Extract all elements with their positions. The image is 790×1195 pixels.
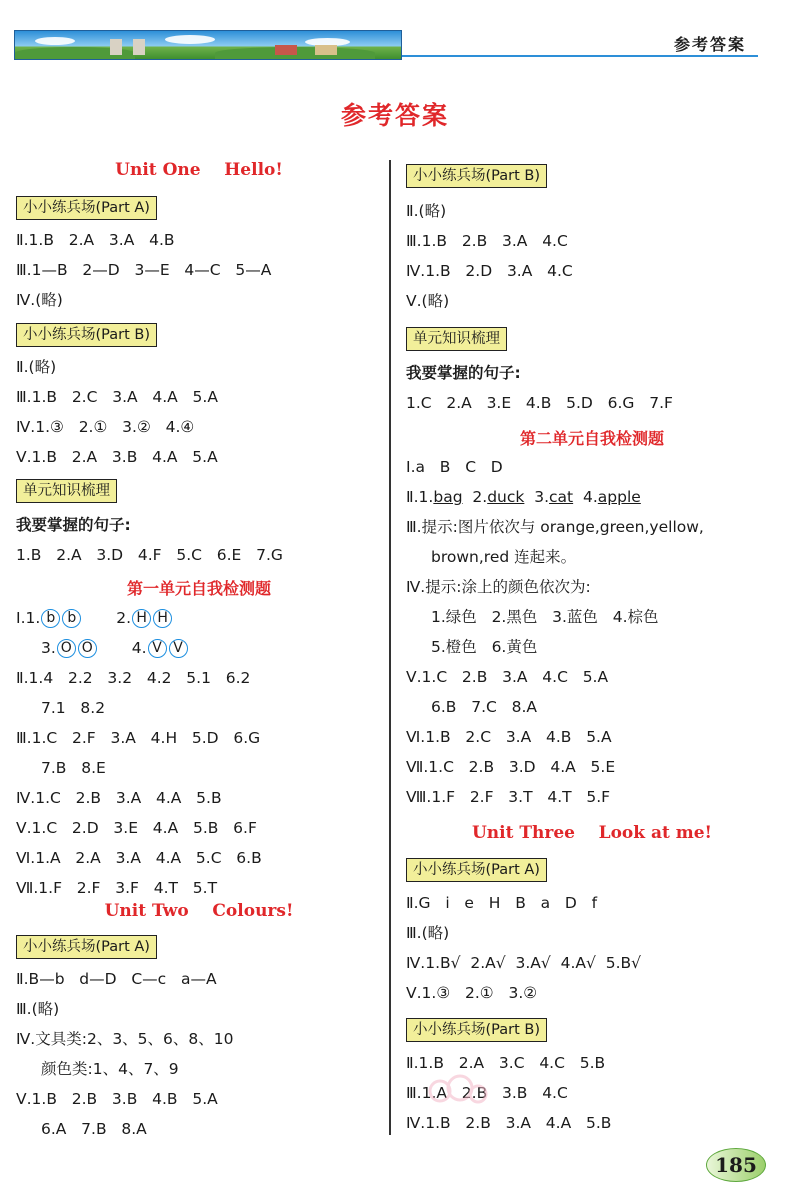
answer-line: Ⅱ.1.B 2.A 3.A 4.B — [16, 231, 175, 249]
circled-letter: b — [41, 609, 60, 628]
unit-three-part-b — [406, 1018, 778, 1042]
answer-line: Ⅳ.文具类:2、3、5、6、8、10 — [16, 1030, 234, 1048]
part-b-box: 小小练兵场(Part B) — [406, 164, 547, 188]
unit-one-part-a-answers — [16, 229, 382, 319]
answer-line-circled — [16, 607, 382, 637]
review-label: 我要掌握的句子: — [16, 516, 131, 534]
circled-letter: V — [169, 639, 188, 658]
answer-line: Ⅱ.1.B 2.A 3.C 4.C 5.B — [406, 1054, 606, 1072]
answer-line: Ⅲ.1.B 2.B 3.A 4.C — [406, 232, 568, 250]
circled-letter: b — [62, 609, 81, 628]
answer-line: Ⅱ.G i e H B a D f — [406, 894, 598, 912]
review-box: 单元知识梳理 — [16, 479, 117, 503]
item-label: 3. — [41, 639, 56, 657]
answer-line: 5.橙色 6.黄色 — [431, 638, 538, 656]
part-b-box: 小小练兵场(Part B) — [406, 1018, 547, 1042]
answer-line: Ⅴ.(略) — [406, 292, 450, 310]
underlined-word: cat — [549, 488, 574, 506]
column-divider — [389, 160, 391, 1135]
header-rule — [402, 55, 758, 57]
unit-two-part-a — [16, 935, 382, 959]
answer-line: Ⅲ.提示:图片依次与 orange,green,yellow, — [406, 518, 704, 536]
answer-line: Ⅰ.a B C D — [406, 458, 503, 476]
answer-line: Ⅵ.1.B 2.C 3.A 4.B 5.A — [406, 728, 612, 746]
page-number: 185 — [706, 1148, 766, 1182]
underlined-word: duck — [487, 488, 525, 506]
answer-line: 6.A 7.B 8.A — [41, 1120, 147, 1138]
answer-line: Ⅳ.1.C 2.B 3.A 4.A 5.B — [16, 789, 222, 807]
item-label: 4. — [131, 639, 147, 657]
item-label: 2. — [462, 488, 488, 506]
unit-one-heading: Unit One Hello! — [115, 160, 283, 180]
unit-two-review — [406, 327, 778, 351]
unit-two-part-b-answers — [406, 200, 778, 320]
answer-line: Ⅶ.1.F 2.F 3.F 4.T 5.T — [16, 879, 218, 897]
test-one-heading: 第一单元自我检测题 — [126, 579, 271, 598]
circled-letter: O — [57, 639, 76, 658]
answer-line: brown,red 连起来。 — [431, 548, 577, 566]
answer-line: Ⅴ.1.③ 2.① 3.② — [406, 984, 538, 1002]
item-label: 2. — [116, 609, 132, 627]
unit-one-part-a — [16, 196, 382, 220]
header-banner — [14, 30, 402, 60]
flower-watermark-icon — [420, 1066, 490, 1116]
part-a-box: 小小练兵场(Part A) — [16, 935, 157, 959]
answer-line: 1.绿色 2.黑色 3.蓝色 4.棕色 — [431, 608, 659, 626]
answer-line: Ⅴ.1.B 2.B 3.B 4.B 5.A — [16, 1090, 218, 1108]
unit-one-part-b — [16, 323, 382, 347]
answer-line: Ⅱ.1.4 2.2 3.2 4.2 5.1 6.2 — [16, 669, 251, 687]
answer-line: Ⅶ.1.C 2.B 3.D 4.A 5.E — [406, 758, 616, 776]
unit-one-review-answers — [16, 514, 382, 574]
unit-one-part-b-answers — [16, 356, 382, 476]
test-two-heading: 第二单元自我检测题 — [519, 429, 664, 448]
unit-two-review-answers — [406, 362, 778, 422]
answer-line: Ⅱ.B—b d—D C—c a—A — [16, 970, 217, 988]
answer-line: Ⅳ.(略) — [16, 291, 63, 309]
unit-three-part-a — [406, 858, 778, 882]
running-head: 参考答案 — [673, 35, 746, 54]
answer-line: 1.C 2.A 3.E 4.B 5.D 6.G 7.F — [406, 394, 673, 412]
answer-line: Ⅴ.1.B 2.A 3.B 4.A 5.A — [16, 448, 218, 466]
underlined-word: apple — [597, 488, 641, 506]
item-label: Ⅱ.1. — [406, 488, 434, 506]
answer-line: Ⅴ.1.C 2.B 3.A 4.C 5.A — [406, 668, 609, 686]
item-label: Ⅰ.1. — [16, 609, 41, 627]
unit-one-review — [16, 479, 382, 503]
part-a-box: 小小练兵场(Part A) — [16, 196, 157, 220]
answer-line-underlined — [406, 486, 778, 516]
answer-line: Ⅴ.1.C 2.D 3.E 4.A 5.B 6.F — [16, 819, 257, 837]
item-label: 4. — [573, 488, 598, 506]
answer-line: Ⅳ.1.B 2.D 3.A 4.C — [406, 262, 573, 280]
review-box: 单元知识梳理 — [406, 327, 507, 351]
answer-line-circled — [16, 637, 382, 667]
publisher-watermark — [420, 1062, 760, 1122]
item-label: 3. — [524, 488, 550, 506]
answer-line: Ⅲ.(略) — [16, 1000, 60, 1018]
answer-line: Ⅲ.1.C 2.F 3.A 4.H 5.D 6.G — [16, 729, 261, 747]
circled-letter: V — [148, 639, 167, 658]
answer-line: 7.1 8.2 — [41, 699, 106, 717]
part-a-box: 小小练兵场(Part A) — [406, 858, 547, 882]
answer-line: 1.B 2.A 3.D 4.F 5.C 6.E 7.G — [16, 546, 283, 564]
page-title: 参考答案 — [340, 101, 449, 130]
answer-line: Ⅱ.(略) — [406, 202, 447, 220]
underlined-word: bag — [433, 488, 463, 506]
answer-line: 7.B 8.E — [41, 759, 106, 777]
test-two-answers — [406, 456, 778, 816]
circled-letter: O — [78, 639, 97, 658]
unit-three-part-a-answers — [406, 892, 778, 1012]
answer-line: Ⅲ.(略) — [406, 924, 450, 942]
test-one-answers — [16, 607, 382, 907]
unit-two-heading: Unit Two Colours! — [104, 901, 294, 921]
answer-line: Ⅲ.1—B 2—D 3—E 4—C 5—A — [16, 261, 272, 279]
answer-line: 颜色类:1、4、7、9 — [41, 1060, 179, 1078]
part-b-box: 小小练兵场(Part B) — [16, 323, 157, 347]
answer-line: Ⅲ.1.A 2.B 3.B 4.C — [406, 1084, 568, 1102]
review-label: 我要掌握的句子: — [406, 364, 521, 382]
answer-line: 6.B 7.C 8.A — [431, 698, 537, 716]
unit-three-heading: Unit Three Look at me! — [471, 823, 713, 843]
answer-line: Ⅳ.提示:涂上的颜色依次为: — [406, 578, 591, 596]
answer-line: Ⅱ.(略) — [16, 358, 57, 376]
circled-letter: H — [153, 609, 172, 628]
answer-line: Ⅳ.1.B 2.B 3.A 4.A 5.B — [406, 1114, 612, 1132]
answer-line: Ⅵ.1.A 2.A 3.A 4.A 5.C 6.B — [16, 849, 262, 867]
answer-line: Ⅲ.1.B 2.C 3.A 4.A 5.A — [16, 388, 218, 406]
unit-two-part-a-answers — [16, 968, 382, 1148]
answer-line: Ⅳ.1.B√ 2.A√ 3.A√ 4.A√ 5.B√ — [406, 954, 642, 972]
answer-line: Ⅳ.1.③ 2.① 3.② 4.④ — [16, 418, 195, 436]
circled-letter: H — [132, 609, 151, 628]
answer-line: Ⅷ.1.F 2.F 3.T 4.T 5.F — [406, 788, 611, 806]
unit-two-part-b — [406, 164, 778, 188]
